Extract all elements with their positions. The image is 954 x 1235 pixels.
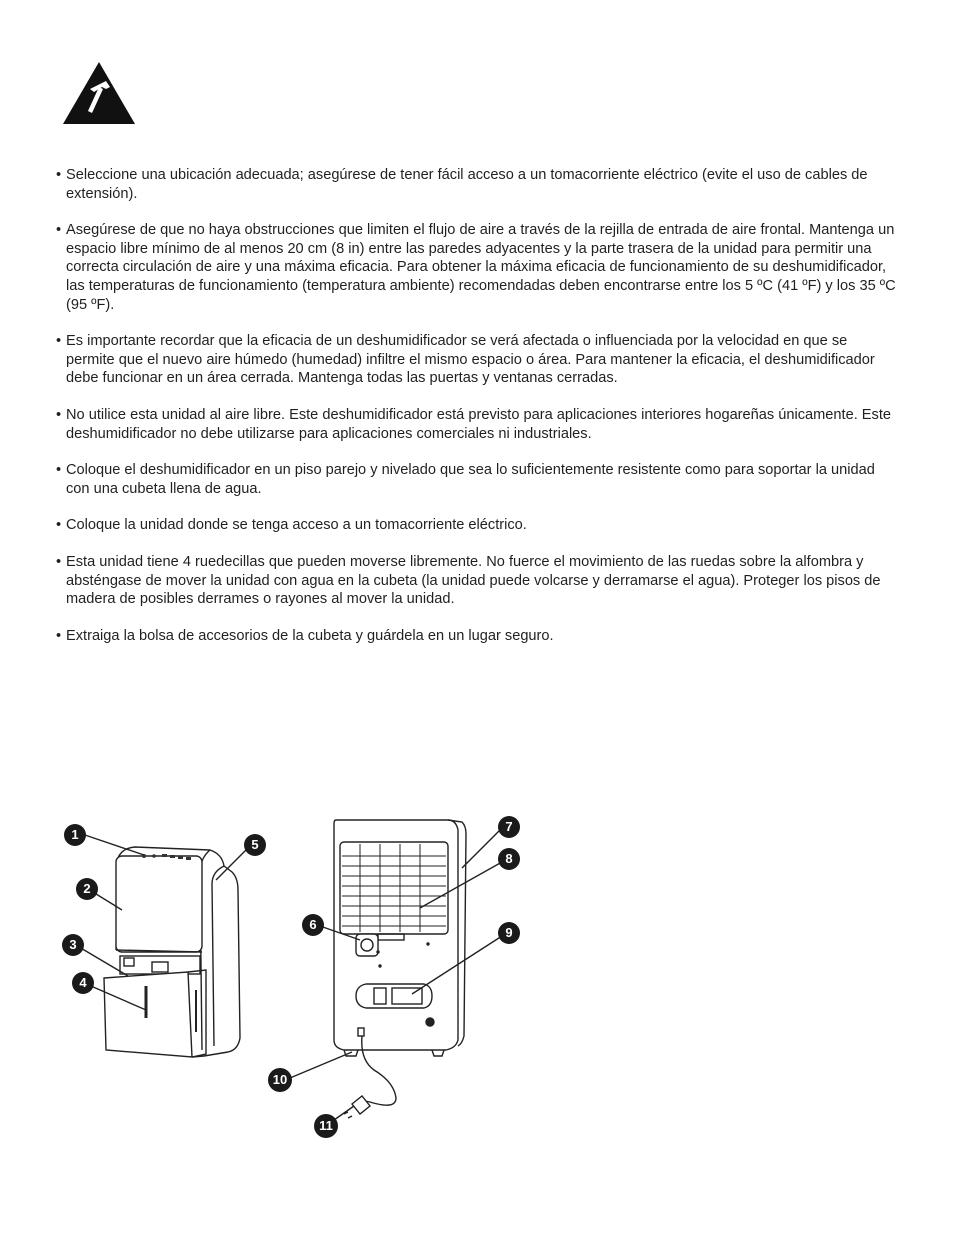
callout-6: 6 <box>302 914 324 936</box>
callout-1: 1 <box>64 824 86 846</box>
list-item: • Coloque la unidad donde se tenga acceso a un tomacorriente eléctrico. <box>56 517 527 534</box>
instruction-list <box>56 166 896 663</box>
callout-8: 8 <box>498 848 520 870</box>
callout-9: 9 <box>498 922 520 944</box>
list-item: • No utilice esta unidad al aire libre. Este deshumidificador está previsto para aplicaciones interiores hogareñas únicamente. Este deshumidificador no debe utilizarse para aplicaciones comerciales ni industriales. <box>56 406 892 442</box>
list-item: • Coloque el deshumidificador en un piso parejo y nivelado que sea lo suficientemente resistente como para soportar la unidad con una cubeta llena de agua. <box>56 462 875 497</box>
callout-10: 10 <box>268 1068 292 1092</box>
list-item: • Extraiga la bolsa de accesorios de la cubeta y guárdela en un lugar seguro. <box>56 627 554 644</box>
list-item: • Esta unidad tiene 4 ruedecillas que pueden moverse libremente. No fuerce el movimiento de las ruedas sobre la alfombra y absténgase de mover la unidad con agua en la cubeta (la unidad puede volcarse y derramarse el agua). Proteger los pisos de madera de posibles derrames o rayones al mover la unidad. <box>56 553 881 608</box>
list-item: • Es importante recordar que la eficacia de un deshumidificador se verá afectada o influenciada por la velocidad en que se permite que el nuevo aire húmedo (humedad) infiltre el mismo espacio o área. Para mantener la eficacia, el deshumidificador debe funcionar en un área cerrada. Mantenga todas las puertas y ventanas cerradas. <box>56 333 875 387</box>
callout-5: 5 <box>244 834 266 856</box>
callout-4: 4 <box>72 972 94 994</box>
hammer-warning-icon <box>62 61 136 125</box>
list-item: • Asegúrese de que no haya obstrucciones que limiten el flujo de aire a través de la rejilla de entrada de aire frontal. Mantenga un espacio libre mínimo de al menos 20 cm (8 in) entre las paredes adyacentes y la parte trasera de la unidad para permitir una correcta circulación de aire y una máxima eficacia. Para obtener la máxima eficacia de funcionamiento de su deshumidificador, las temperaturas de funcionamiento (temperatura ambiente) recomendadas deben encontrarse entre los 5 ºC (41 ºF) y los 35 ºC (95 ºF). <box>56 222 896 313</box>
callout-3: 3 <box>62 934 84 956</box>
callout-11: 11 <box>314 1114 338 1138</box>
callout-7: 7 <box>498 816 520 838</box>
dehumidifier-diagram <box>0 800 560 1160</box>
callout-2: 2 <box>76 878 98 900</box>
list-item: • Seleccione una ubicación adecuada; asegúrese de tener fácil acceso a un tomacorriente eléctrico (evite el uso de cables de extensión). <box>56 167 868 202</box>
